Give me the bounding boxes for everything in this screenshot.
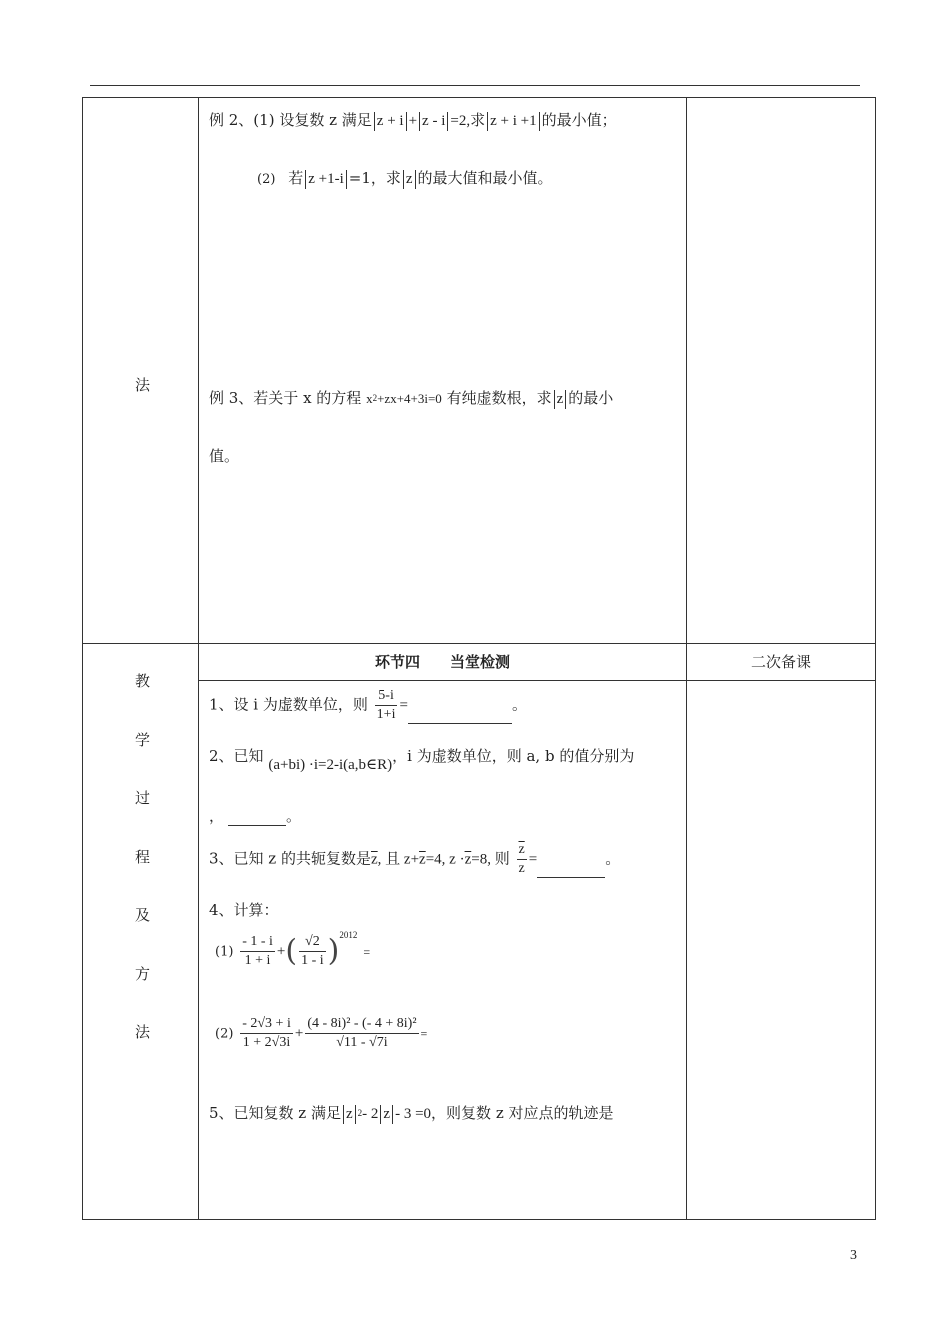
label-char-jiao: 教	[135, 672, 151, 690]
q4a-plus: +	[276, 943, 286, 960]
q4a-f2-den: 1 - i	[301, 953, 324, 968]
q4b-f1-den: 1 + 2√3i	[242, 1035, 291, 1050]
examples-cell	[199, 98, 687, 644]
q3-zbar-3: $\overline{z}$	[464, 851, 472, 868]
header-rule	[90, 85, 860, 86]
example2-part1-tail: 的最小值；	[541, 111, 617, 129]
q5-expr-b: z	[383, 1106, 391, 1122]
q4b-f1-num: - 2√3 + i	[240, 1015, 293, 1034]
label-char-ji: 及	[135, 906, 151, 924]
q2-tail: 。	[286, 807, 302, 825]
q3-answer-blank[interactable]	[537, 865, 605, 878]
expr-z-i-1: z + i +1	[490, 113, 537, 129]
q4a-label: (1)	[215, 944, 234, 960]
question-2-line2	[209, 805, 301, 826]
q4b-eq: =	[420, 1026, 428, 1041]
q1-tail: 。	[511, 695, 527, 714]
q4b-fraction-1	[240, 1015, 293, 1052]
eq-sup: 2	[372, 393, 378, 403]
example3-expr: z	[556, 391, 564, 407]
q1-label: 1、设 i 为虚数单位，则	[209, 695, 368, 714]
section-title: 环节四 当堂检测	[199, 644, 687, 681]
notes-cell-top	[687, 98, 876, 644]
label-char-xue: 学	[135, 730, 151, 749]
eq-rest: +zx+4+3i=0	[377, 391, 442, 406]
q3-zbar: $\overline{z}$	[370, 851, 378, 868]
q3-label: 3、已知 z 的共轭复数是	[209, 849, 371, 868]
q5-mid: - 2	[362, 1106, 379, 1122]
part2-label: (2)	[257, 172, 276, 187]
q4b-f2-den: √11 - √7i	[336, 1035, 388, 1050]
process-label-vertical	[135, 652, 150, 1062]
q4b-fraction-2	[305, 1015, 418, 1052]
example2-part2	[257, 166, 553, 192]
question-4-2	[215, 1015, 427, 1052]
q1-den: 1+i	[376, 707, 396, 722]
example3-label: 例 3、若关于 x 的方程	[209, 389, 362, 407]
q5-expr-a: z	[345, 1106, 353, 1122]
question-1	[209, 687, 527, 724]
process-label-top	[83, 98, 199, 644]
q4a-fraction-1	[240, 933, 275, 970]
examples-row	[83, 98, 876, 644]
q2-expr: (a+bi) ·i=2-i(a,b∈R)	[268, 757, 393, 773]
questions-cell	[199, 681, 687, 1220]
question-4-1: (1) $\frac{- 1 - i}{1 + i}$ +( $\frac{√2}{1 - i}$ )$^{2012}$=	[215, 930, 371, 969]
question-3	[209, 841, 620, 878]
q3-mid2: =4, z ·	[425, 851, 465, 868]
label-char-cheng: 程	[135, 847, 151, 866]
q1-eq: =	[399, 697, 408, 714]
q2-mid: ，i 为虚数单位，则 a, b 的值分别为	[392, 747, 635, 765]
q3-zbar-2: $\overline{z}$	[419, 851, 426, 868]
example3-line1	[209, 386, 613, 411]
q3-eq: =	[528, 851, 538, 868]
q4a-f2-num: √2	[299, 933, 326, 952]
label-fa: 法	[135, 376, 151, 394]
q5-sup: 2	[357, 1108, 363, 1118]
page-number: 3	[850, 1248, 857, 1263]
q5-label: 5、已知复数 z 满足	[209, 1104, 341, 1122]
example3-mid: 有纯虚数根，求	[446, 389, 552, 407]
q1-fraction	[375, 687, 398, 724]
part2-if: 若	[288, 169, 304, 187]
question-5	[209, 1101, 614, 1126]
q4a-f1-den: 1 + i	[244, 953, 271, 968]
q5-rest: - 3 =0	[395, 1106, 432, 1122]
expr-eq2: =2,	[450, 113, 471, 129]
example2-part1: 例 2、(1) 设复数 z 满足 z + i + z - i =2,求 z + i +1 的最小值；	[209, 111, 617, 129]
process-label-bottom	[83, 644, 199, 1220]
lesson-table	[82, 97, 876, 1220]
q4b-f2-num: (4 - 8i)² - (- 4 + 8i)²	[305, 1015, 418, 1034]
q3-tail: 。	[605, 849, 621, 868]
q2-label: 2、已知	[209, 747, 264, 765]
ask-text: 求	[470, 111, 486, 129]
q1-answer-blank[interactable]	[408, 711, 512, 724]
section-header-row	[83, 644, 876, 681]
part2-eq: =1，求	[348, 169, 401, 187]
q3-mid1: , 且 z+	[377, 851, 420, 868]
notes-cell-bottom	[687, 681, 876, 1220]
q4a-fraction-2	[299, 933, 326, 970]
expr-z-1-i: z +1-i	[308, 171, 344, 187]
q3-fraction	[517, 841, 527, 878]
q2-line2: ，	[209, 807, 225, 825]
question-4: 4、计算：	[209, 901, 279, 919]
example3-tail: 的最小	[568, 389, 614, 407]
questions-row	[83, 681, 876, 1220]
part2-tail: 的最大值和最小值。	[417, 169, 553, 187]
q3-frac-den: z	[518, 861, 525, 876]
label-char-guo: 过	[135, 789, 151, 807]
label-char-fa: 法	[135, 1023, 151, 1041]
label-char-fang: 方	[135, 964, 151, 983]
expr-z-abs: z	[405, 171, 413, 187]
q2-answer-blank[interactable]	[228, 813, 286, 826]
question-2	[209, 745, 635, 773]
q3-mid3: =8, 则	[471, 851, 510, 868]
example2-label: 例 2、(1) 设复数 z 满足	[209, 111, 372, 129]
expr-z-minus-i: z - i	[422, 113, 446, 129]
q4a-f1-num: - 1 - i	[240, 933, 275, 952]
example3-line2: 值。	[209, 447, 240, 465]
q5-tail: ，则复数 z 对应点的轨迹是	[431, 1104, 614, 1122]
q1-num: 5-i	[375, 687, 398, 706]
expr-z-plus-i: z + i	[376, 113, 404, 129]
second-prep-header: 二次备课	[687, 644, 876, 681]
q4b-plus: +	[294, 1025, 304, 1042]
q4b-label: (2)	[215, 1026, 234, 1042]
eq-x: x	[366, 391, 373, 406]
q4a-exp: 2012	[339, 930, 358, 940]
q3-frac-num: $\overline{z}$	[517, 841, 527, 860]
q4a-eq: =	[363, 944, 371, 959]
